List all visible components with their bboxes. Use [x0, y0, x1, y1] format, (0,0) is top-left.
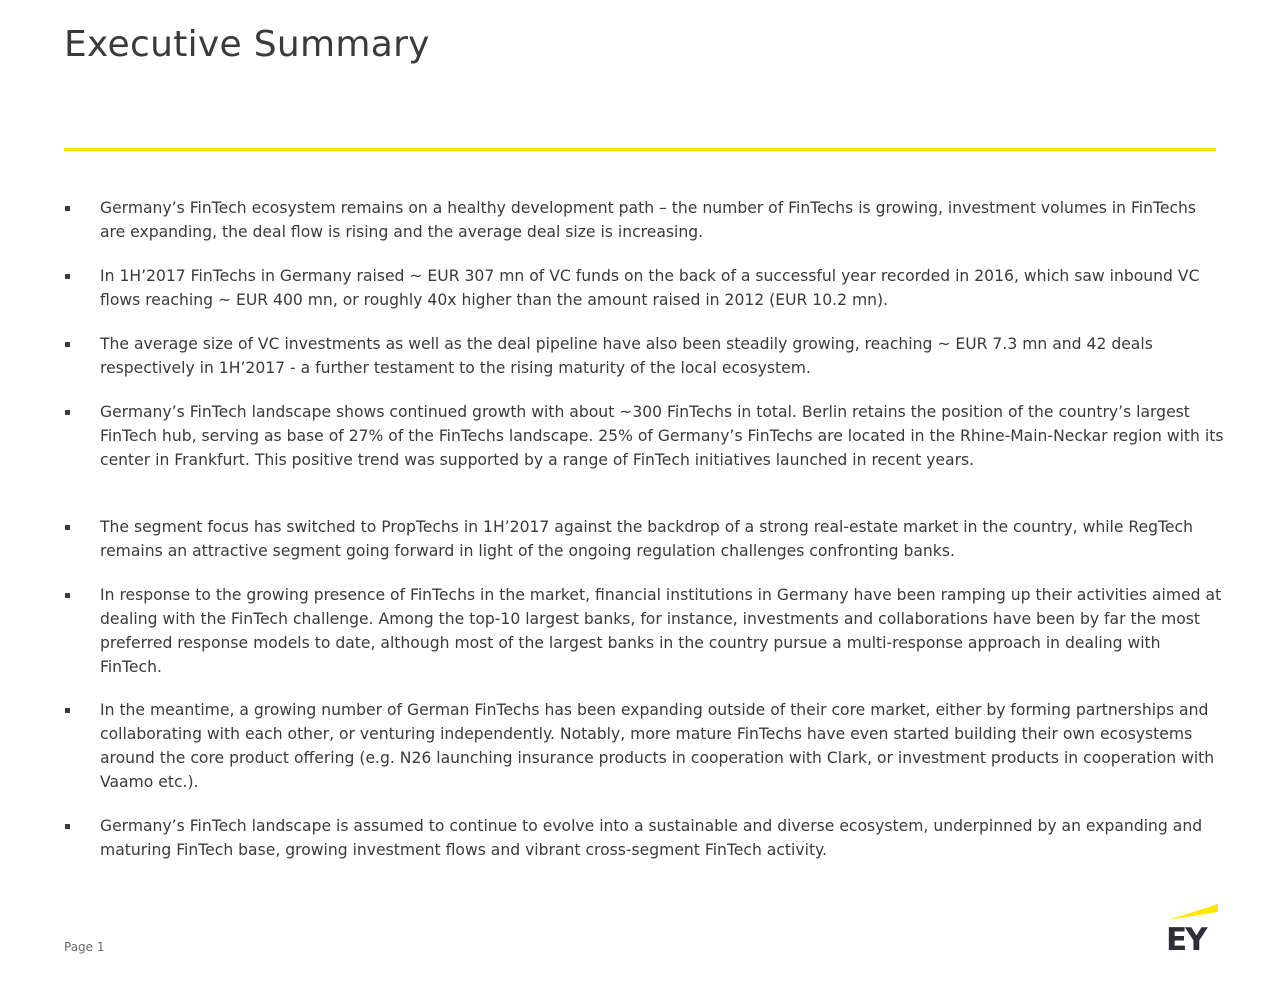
- bullet-marker: [65, 274, 70, 279]
- ey-logo-text: EY: [1166, 922, 1206, 958]
- bullet-text: The segment focus has switched to PropTechs in 1H’2017 against the backdrop of a strong real-estate market in the country, while RegTech remains an attractive segment going forward in light of the ongoing regulation challenges confronting banks.: [100, 518, 1193, 560]
- bullet-text: Germany’s FinTech landscape shows continued growth with about ~300 FinTechs in total. Berlin retains the position of the country’s largest FinTech hub, serving as base of 27% of the FinTechs landscape. 25% of Germany’s FinTechs are located in the Rhine-Main-Neckar region with its center in Frankfurt. This positive trend was supported by a range of FinTech initiatives launched in recent years.: [100, 403, 1224, 469]
- summary-bullet-list: [64, 196, 1224, 862]
- bullet-marker: [65, 342, 70, 347]
- bullet-marker: [65, 525, 70, 530]
- summary-bullet: [64, 332, 1224, 380]
- bullet-text: Germany’s FinTech landscape is assumed to continue to evolve into a sustainable and diverse ecosystem, underpinned by an expanding and maturing FinTech base, growing investment flows and vibrant cross-segment FinTech activity.: [100, 817, 1203, 859]
- summary-bullet: [64, 583, 1224, 679]
- page-title: Executive Summary: [64, 24, 430, 65]
- bullet-marker: [65, 593, 70, 598]
- page-number: Page 1: [64, 940, 105, 954]
- ey-beam-icon: [1168, 904, 1218, 922]
- bullet-text: In the meantime, a growing number of German FinTechs has been expanding outside of their core market, either by forming partnerships and collaborating with each other, or venturing independently. Notably, more mature FinTechs have even started building their own ecosystems around the core product offering (e.g. N26 launching insurance products in cooperation with Clark, or investment products in cooperation with Vaamo etc.).: [100, 701, 1215, 791]
- bullet-marker: [65, 708, 70, 713]
- bullet-marker: [65, 410, 70, 415]
- summary-bullet: [64, 400, 1224, 496]
- ey-logo: [1164, 900, 1220, 960]
- summary-bullet: [64, 196, 1224, 244]
- bullet-marker: [65, 824, 70, 829]
- bullet-text: In 1H’2017 FinTechs in Germany raised ~ EUR 307 mn of VC funds on the back of a successful year recorded in 2016, which saw inbound VC flows reaching ~ EUR 400 mn, or roughly 40x higher than the amount raised in 2012 (EUR 10.2 mn).: [100, 267, 1200, 309]
- summary-bullet: [64, 515, 1224, 563]
- summary-bullet: [64, 264, 1224, 312]
- summary-bullet: [64, 814, 1224, 862]
- summary-bullet: [64, 698, 1224, 794]
- bullet-text: The average size of VC investments as well as the deal pipeline have also been steadily growing, reaching ~ EUR 7.3 mn and 42 deals respectively in 1H’2017 - a further testament to the rising maturity of the local ecosystem.: [100, 335, 1153, 377]
- title-divider: [64, 148, 1216, 151]
- bullet-text: In response to the growing presence of FinTechs in the market, financial institutions in Germany have been ramping up their activities aimed at dealing with the FinTech challenge. Among the top-10 largest banks, for instance, investments and collaborations have been by far the most preferred response models to date, although most of the largest banks in the country pursue a multi-response approach in dealing with FinTech.: [100, 586, 1222, 676]
- bullet-marker: [65, 206, 70, 211]
- bullet-text: Germany’s FinTech ecosystem remains on a healthy development path – the number of FinTechs is growing, investment volumes in FinTechs are expanding, the deal flow is rising and the average deal size is increasing.: [100, 199, 1197, 241]
